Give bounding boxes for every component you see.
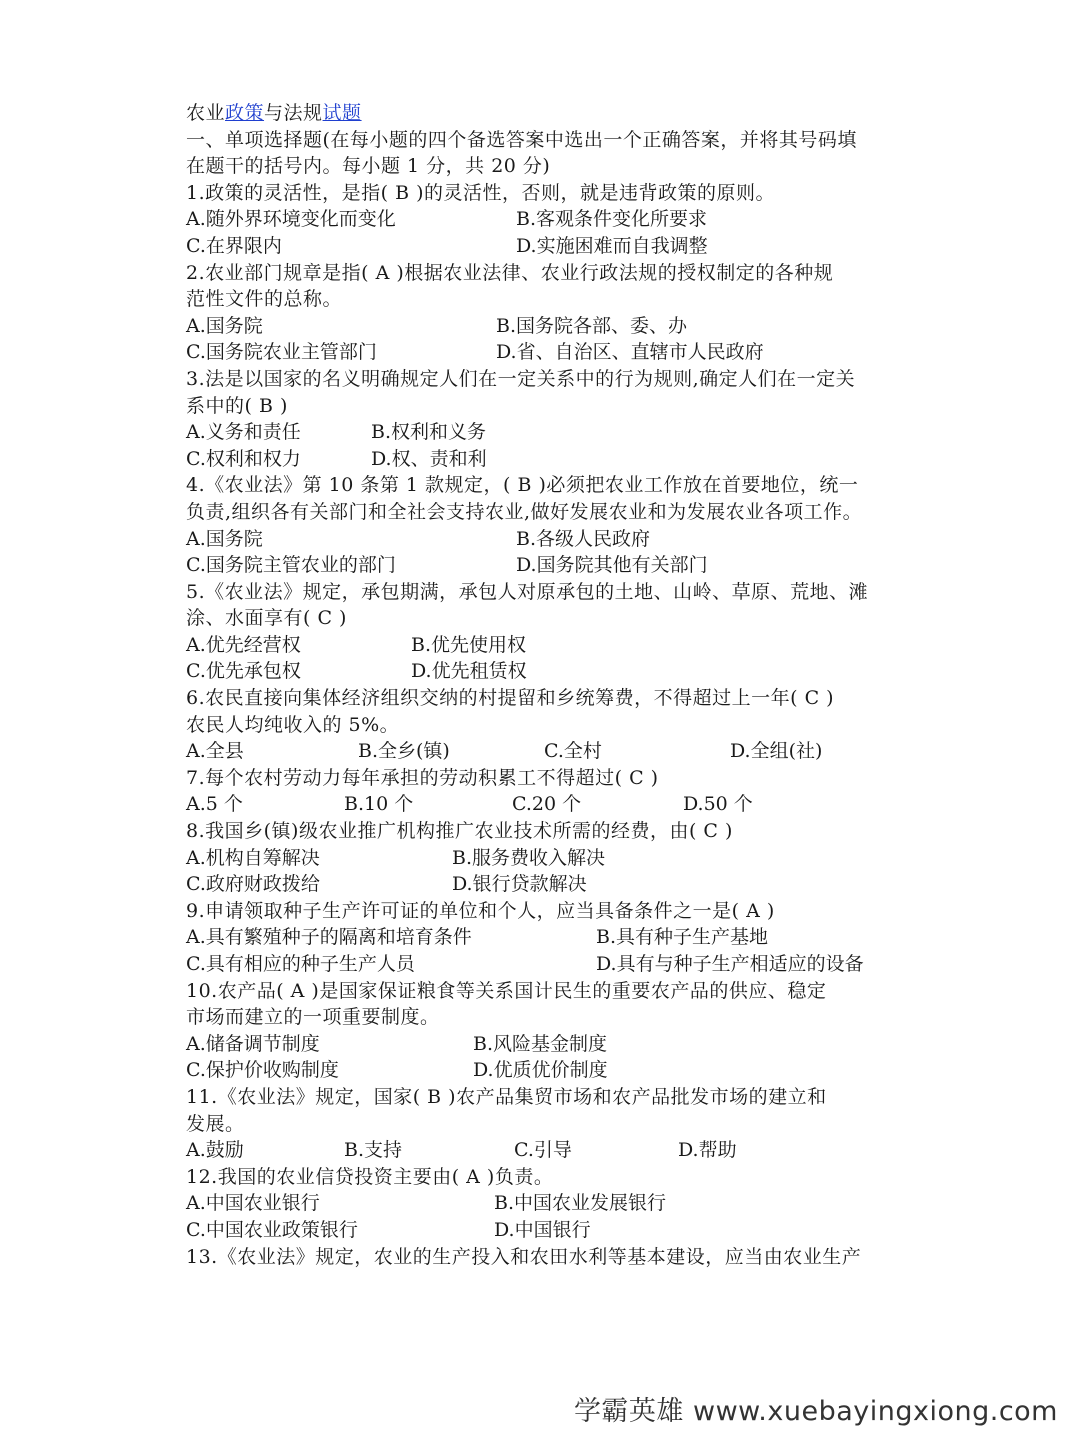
answer-option: B.中国农业发展银行	[494, 1192, 667, 1215]
title-link-exam[interactable]: 试题	[322, 102, 362, 124]
answer-option: C.引导	[514, 1139, 572, 1162]
option-row	[186, 951, 906, 978]
question-item	[186, 978, 906, 1084]
option-row	[186, 924, 906, 951]
question-stem: 农民人均纯收入的 5%。	[186, 713, 400, 736]
question-stem: 7.每个农村劳动力每年承担的劳动积累工不得超过( C )	[186, 766, 659, 789]
question-item	[186, 685, 906, 765]
answer-option: B.客观条件变化所要求	[516, 208, 708, 231]
option-row	[186, 1190, 906, 1217]
watermark-footer: 学霸英雄 www.xuebayingxiong.com	[573, 1396, 1058, 1427]
option-row	[186, 1031, 906, 1058]
answer-option: A.5 个	[186, 793, 243, 816]
title-link-policy[interactable]: 政策	[225, 102, 265, 124]
option-row	[186, 871, 906, 898]
option-row	[186, 339, 906, 366]
answer-option: C.政府财政拨给	[186, 873, 320, 896]
answer-option: D.具有与种子生产相适应的设备	[596, 953, 864, 975]
option-row	[186, 446, 906, 473]
answer-option: A.鼓励	[186, 1139, 244, 1162]
answer-option: A.义务和责任	[186, 421, 301, 444]
question-item	[186, 579, 906, 685]
option-row	[186, 845, 906, 872]
option-row	[186, 313, 906, 340]
answer-option: C.具有相应的种子生产人员	[186, 953, 415, 975]
answer-option: A.储备调节制度	[186, 1032, 320, 1055]
section-heading: 一、单项选择题(在每小题的四个备选答案中选出一个正确答案，并将其号码填	[186, 128, 857, 151]
answer-option: D.优先租赁权	[411, 660, 527, 683]
answer-option: D.国务院其他有关部门	[516, 554, 708, 577]
question-stem: 系中的( B )	[186, 394, 288, 417]
answer-option: C.国务院主管农业的部门	[186, 554, 396, 577]
question-stem: 涂、水面享有( C )	[186, 607, 347, 630]
question-item	[186, 366, 906, 472]
question-stem: 3.法是以国家的名义明确规定人们在一定关系中的行为规则,确定人们在一定关	[186, 367, 856, 390]
option-row	[186, 1057, 906, 1084]
answer-option: B.权利和义务	[371, 421, 487, 444]
option-row	[186, 233, 906, 260]
answer-option: A.国务院	[186, 527, 263, 550]
answer-option: C.保护价收购制度	[186, 1059, 339, 1082]
question-item	[186, 260, 906, 366]
answer-option: C.优先承包权	[186, 660, 301, 683]
question-stem: 发展。	[186, 1112, 245, 1135]
answer-option: C.20 个	[512, 793, 582, 816]
question-stem: 11.《农业法》规定，国家( B )农产品集贸市场和农产品批发市场的建立和	[186, 1085, 827, 1108]
question-item	[186, 898, 906, 978]
answer-option: B.优先使用权	[411, 633, 527, 656]
answer-option: B.各级人民政府	[516, 527, 651, 550]
section-heading-cont: 在题干的括号内。每小题 1 分，共 20 分)	[186, 155, 551, 178]
question-item	[186, 765, 906, 818]
question-stem: 负责,组织各有关部门和全社会支持农业,做好发展农业和为发展农业各项工作。	[186, 500, 863, 523]
answer-option: B.具有种子生产基地	[596, 926, 769, 949]
answer-option: A.中国农业银行	[186, 1192, 320, 1215]
question-stem: 10.农产品( A )是国家保证粮食等关系国计民生的重要农产品的供应、稳定	[186, 979, 827, 1002]
answer-option: D.银行贷款解决	[452, 873, 587, 896]
document-body	[186, 100, 906, 1270]
answer-option: C.国务院农业主管部门	[186, 341, 377, 364]
answer-option: A.机构自筹解决	[186, 846, 320, 869]
title-text: 与法规	[264, 102, 323, 124]
option-row	[186, 419, 906, 446]
question-item	[186, 472, 906, 578]
question-item	[186, 1164, 906, 1244]
question-stem: 1.政策的灵活性，是指( B )的灵活性，否则，就是违背政策的原则。	[186, 181, 775, 204]
answer-option: B.支持	[344, 1139, 403, 1162]
answer-option: C.在界限内	[186, 234, 282, 257]
option-row	[186, 658, 906, 685]
answer-option: D.权、责和利	[371, 447, 487, 470]
question-item	[186, 180, 906, 260]
answer-option: D.全组(社)	[730, 740, 823, 763]
answer-option: A.随外界环境变化而变化	[186, 208, 396, 231]
question-list	[186, 180, 906, 1270]
question-stem: 4.《农业法》第 10 条第 1 款规定，( B )必须把农业工作放在首要地位，统一	[186, 474, 859, 497]
option-row	[186, 632, 906, 659]
answer-option: C.中国农业政策银行	[186, 1218, 358, 1241]
question-stem: 5.《农业法》规定，承包期满，承包人对原承包的土地、山岭、草原、荒地、滩	[186, 580, 869, 603]
answer-option: B.风险基金制度	[473, 1032, 608, 1055]
question-stem: 2.农业部门规章是指( A )根据农业法律、农业行政法规的授权制定的各种规	[186, 261, 834, 284]
question-item	[186, 1084, 906, 1164]
option-row	[186, 791, 906, 818]
question-stem: 范性文件的总称。	[186, 288, 343, 311]
question-stem: 13.《农业法》规定，农业的生产投入和农田水利等基本建设，应当由农业生产	[186, 1245, 862, 1268]
answer-option: D.省、自治区、直辖市人民政府	[496, 341, 764, 364]
answer-option: C.权利和权力	[186, 447, 301, 470]
question-item	[186, 818, 906, 898]
answer-option: C.全村	[544, 740, 602, 763]
answer-option: B.全乡(镇)	[358, 740, 450, 763]
answer-option: D.50 个	[683, 793, 753, 816]
answer-option: D.实施困难而自我调整	[516, 234, 708, 257]
question-stem: 8.我国乡(镇)级农业推广机构推广农业技术所需的经费，由( C )	[186, 820, 733, 843]
answer-option: A.具有繁殖种子的隔离和培育条件	[186, 926, 472, 949]
answer-option: A.优先经营权	[186, 633, 301, 656]
question-stem: 市场而建立的一项重要制度。	[186, 1006, 440, 1029]
title-text: 农业	[186, 102, 226, 124]
option-row	[186, 1217, 906, 1244]
question-stem: 6.农民直接向集体经济组织交纳的村提留和乡统筹费，不得超过上一年( C )	[186, 687, 835, 710]
answer-option: D.中国银行	[494, 1218, 591, 1241]
option-row	[186, 526, 906, 553]
answer-option: B.国务院各部、委、办	[496, 314, 688, 337]
option-row	[186, 206, 906, 233]
answer-option: B.10 个	[344, 793, 414, 816]
document-title	[186, 100, 906, 127]
question-item	[186, 1244, 906, 1271]
option-row	[186, 1137, 906, 1164]
answer-option: A.国务院	[186, 314, 263, 337]
answer-option: D.优质优价制度	[473, 1059, 608, 1082]
question-stem: 9.申请领取种子生产许可证的单位和个人，应当具备条件之一是( A )	[186, 899, 775, 922]
option-row	[186, 552, 906, 579]
question-stem: 12.我国的农业信贷投资主要由( A )负责。	[186, 1165, 554, 1188]
answer-option: A.全县	[186, 740, 244, 763]
answer-option: D.帮助	[678, 1139, 737, 1162]
option-row	[186, 738, 906, 765]
answer-option: B.服务费收入解决	[452, 846, 606, 869]
